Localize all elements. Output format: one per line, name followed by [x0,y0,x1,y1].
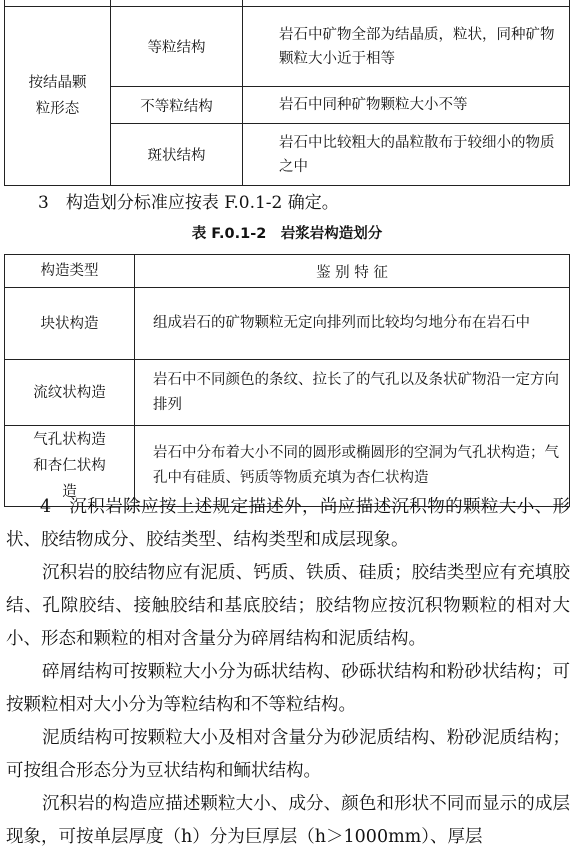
table-row [5,7,570,87]
paragraph-bedding: 沉积岩的构造应描述颗粒大小、成分、颜色和形状不同而显示的成层现象，可按单层厚度（h）分为巨厚层（h＞1000mm）、厚层 [6,794,570,847]
table-caption: 表 F.0.1-2 岩浆岩构造划分 [191,226,383,242]
structure-desc: 岩石中矿物全部为结晶质，粒状，同种矿物颗粒大小近于相等 [243,7,570,87]
item-3: 3 构造划分标准应按表 F.0.1-2 确定。 [38,193,339,213]
paragraph-argillaceous: 泥质结构可按颗粒大小及相对含量分为砂泥质结构、粉砂泥质结构；可按组合形态分为豆状结构和鲕状结构。 [6,728,570,781]
structure-type: 块状构造 [5,288,135,360]
structure-feature: 岩石中不同颜色的条纹、拉长了的气孔以及条状矿物沿一定方向排列 [135,360,570,426]
magmatic-structure-table [4,254,570,507]
structure-name: 等粒结构 [111,7,243,87]
structure-feature: 岩石中分布着大小不同的圆形或椭圆形的空洞为气孔状构造；气孔中有硅质、钙质等物质充填为杏仁状构造 [135,426,570,507]
structure-feature: 组成岩石的矿物颗粒无定向排列而比较均匀地分布在岩石中 [135,288,570,360]
header-type: 构造类型 [5,255,135,288]
table-header-row [5,255,570,288]
header-feature: 鉴 别 特 征 [135,255,570,288]
structure-name: 斑状结构 [111,124,243,186]
structure-desc: 岩石中比较粗大的晶粒散布于较细小的物质之中 [243,124,570,186]
structure-desc: 岩石中同种矿物颗粒大小不等 [243,87,570,124]
category-cell: 按结晶颗粒形态 [5,7,111,186]
paragraph-clastic: 碎屑结构可按颗粒大小分为砾状结构、砂砾状结构和粉砂状结构；可按颗粒相对大小分为等粒结构和不等粒结构。 [6,662,570,715]
table-row [5,288,570,360]
structure-type: 流纹状构造 [5,360,135,426]
structure-type: 气孔状构造和杏仁状构造 [5,426,135,507]
paragraph-cement: 沉积岩的胶结物应有泥质、钙质、铁质、硅质；胶结类型应有充填胶结、孔隙胶结、接触胶结和基底胶结；胶结物应按沉积物颗粒的相对大小、形态和颗粒的相对含量分为碎屑结构和泥质结构。 [6,563,570,649]
rock-structure-table [4,0,570,186]
structure-name: 不等粒结构 [111,87,243,124]
table-row [5,360,570,426]
paragraph-item-4: 4 沉积岩除应按上述规定描述外，尚应描述沉积物的颗粒大小、形状、胶结物成分、胶结类型、结构类型和成层现象。 [6,497,570,550]
